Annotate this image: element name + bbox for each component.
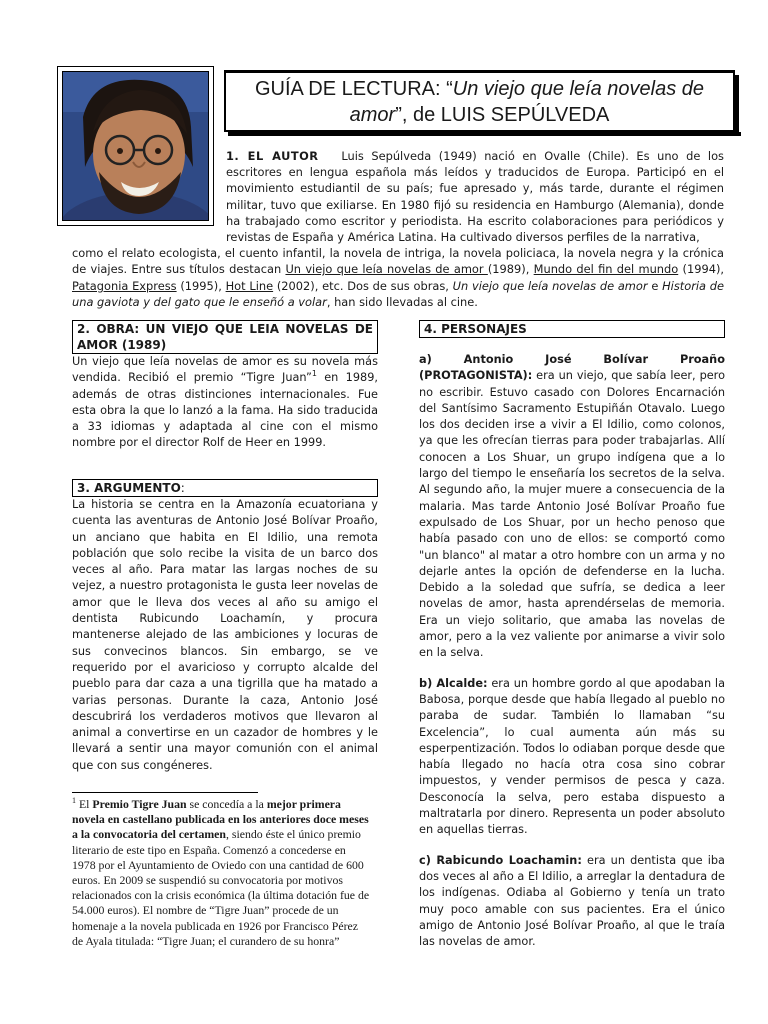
personaje-c-text: era un dentista que iba dos veces al año a El Idilio, a arreglar la dentadura de los indígenas. Odiaba al Gobierno y tenía un trato muy poco amable con sus pacientes. Era el único amigo de Antonio José Bolívar Proaño, al que le traía las novelas de amor. — [419, 853, 725, 949]
autor-text-2b: (1989), — [487, 262, 534, 277]
autor-text-1: Luis Sepúlveda (1949) nació en Ovalle (Chile). Es uno de los escritores en lengua española más leídos y traducidos de Europa. Participó en el movimiento estudiantil de su país; fue apresado y, más tarde, durante el régimen militar, tuvo que exiliarse. En 1980 fijó su residencia en Hamburgo (Alemania), donde ha trabajado como escritor y periodista. Ha escrito colaboraciones para periódicos y revistas de España y América Latina. Ha cultivado diversos perfiles de la narrativa, — [226, 149, 724, 245]
autor-text-2a: como el relato ecologista, el cuento infantil, la novela de intriga, la novela policiaca, la novela negra y la crónica de viajes. Entre sus títulos destacan — [72, 246, 724, 277]
personaje-c — [419, 853, 725, 951]
personaje-c-heading: c) Rabicundo Loachamin: — [419, 853, 582, 867]
title-line-2 — [226, 102, 733, 128]
personaje-a-heading: a) Antonio José Bolívar Proaño (PROTAGONISTA): — [419, 353, 725, 383]
autor-paragraph-2 — [72, 245, 724, 310]
personaje-b — [419, 676, 725, 839]
autor-text-2e: (2002), etc. Dos de sus obras, — [273, 278, 453, 293]
autor-text-2f: e — [647, 278, 663, 293]
title-author: ”, de LUIS SEPÚLVEDA — [395, 104, 610, 126]
footnote — [72, 797, 372, 949]
personaje-b-text: era un hombre gordo al que apodaban la Babosa, porque desde que había llegado al pueblo no paraba de sudar. También lo llamaban “su Excelencia”, lo cual aumenta aún más su esperpentización. Todos lo odiaban porque desde que había llegado no hacía otra cosa sino cobrar impuestos, y vender permisos de pesca y caza. Desconocía la selva, pero estaba dispuesto a maltratarla por dinero. Representa un poder absoluto en aquellas tierras. — [419, 676, 725, 837]
autor-italic-2: Historia de una gaviota y del gato que le enseñó a volar — [72, 278, 725, 309]
autor-paragraph-1 — [72, 148, 724, 245]
argumento-heading — [72, 479, 378, 497]
autor-text-2d: (1995), — [176, 278, 226, 293]
section-obra — [72, 320, 378, 452]
section-argumento — [72, 479, 378, 774]
argumento-heading-colon: : — [180, 481, 185, 495]
personaje-a — [419, 352, 725, 662]
footnote-bold-1: Premio Tigre Juan — [92, 797, 187, 811]
argumento-heading-label: 3. ARGUMENTO — [77, 481, 181, 495]
autor-text-2g: , han sido llevadas al cine. — [326, 294, 478, 309]
personajes-heading: 4. PERSONAJES — [419, 320, 725, 338]
footnote-number: 1 — [72, 796, 76, 806]
autor-italic-1: Un viejo que leía novelas de amor — [452, 278, 648, 293]
title-book-italic-2: amor — [349, 104, 396, 126]
title-book-italic-1: Un viejo que leía novelas de — [452, 78, 705, 100]
argumento-text: La historia se centra en la Amazonía ecuatoriana y cuenta las aventuras de Antonio José Bolívar Proaño, un anciano que habita en El Idilio, una remota población que solo recibe la visita de un barco dos veces al año. Para matar las largas noches de su vejez, a nuestro protagonista le gusta leer novelas de amor que le lleva dos veces al año su amigo el dentista Rubicundo Loachamín, y procura mantenerse alejado de las ambiciones y locuras de sus convecinos blancos. Sin embargo, se ve requerido por el avaricioso y corrupto alcalde del pueblo para dar caza a una tigrilla que ha matado a varias personas. Durante la caza, Antonio José descubrirá los verdaderos motivos que llevaron al animal a convertirse en un cazador de hombres y le llevará a sentir una mayor comunión con el animal que con sus congéneres. — [72, 498, 378, 772]
title-prefix: GUÍA DE LECTURA: “ — [254, 78, 453, 100]
footnote-text-3: , siendo éste el único premio literario de este tipo en España. Comenzó a concederse en 1978 por el Ayuntamiento de Oviedo con una cantidad de 600 euros. En 2009 se suspendió su convocatoria por motivos relacionados con la crisis económica (la última dotación fue de 54.000 euros). El nombre de “Tigre Juan” procede de un homenaje a la novela publicada en 1926 por Francisco Pérez de Ayala titulada: “Tigre Juan; el curandero de su honra” — [72, 827, 370, 948]
footnote-text-2: se concedía a la — [186, 797, 267, 811]
obra-text — [72, 354, 378, 452]
footnote-text-1: El — [76, 797, 93, 811]
autor-text-2c: (1994), — [678, 262, 725, 277]
obra-heading: 2. OBRA: UN VIEJO QUE LEIA NOVELAS DE AMOR (1989) — [72, 320, 378, 354]
obra-text-b: en 1989, además de otras distinciones internacionales. Fue esta obra la que lo lanzó a la fama. Ha sido traducida a 33 idiomas y adaptada al cine con el mismo nombre por el director Rolf de Heer en 1999. — [72, 371, 379, 450]
personaje-a-text: era un viejo, que sabía leer, pero no escribir. Estuvo casado con Dolores Encarnación del Santísimo Sacramento Estupiñán Otavalo. Luego los dos deciden irse a vivir a El Idilio, como colonos, ya que les ofrecían tierras para poder trabajarlas. Allí conocen a Los Shuar, un grupo indígena que a lo largo del tiempo le enseñaría los secretos de la selva. Al segundo año, la mujer muere a consecuencia de la malaria. Mas tarde Antonio José Bolívar Proaño fue expulsado de Los Shuar, por un hecho penoso que había pasado con uno de ellos: se comportó como "un blanco" al matar a otro hombre con un arma y no dejarle antes la opción de defenderse en la lucha. Debido a la soledad que sufría, se dedica a leer novelas de amor, hasta aprendérselas de memoria. Era un viejo solitario, que amaba las novelas de amor, pero a la vez valiente por animarse a vivir solo en la selva. — [419, 369, 725, 660]
title-box — [224, 70, 735, 132]
autor-heading: 1. EL AUTOR — [226, 149, 319, 163]
personaje-b-heading: b) Alcalde: — [419, 676, 488, 690]
autor-title-3: Patagonia Express — [72, 278, 177, 293]
section-personajes — [419, 320, 725, 950]
autor-title-1: Un viejo que leía novelas de amor — [285, 262, 488, 277]
title-line-1 — [226, 76, 733, 102]
footnote-bold-2: mejor primera novela en castellano publicada en los anteriores doce meses a la convocatoria del certamen — [72, 797, 369, 842]
section-autor — [72, 148, 724, 310]
autor-title-2: Mundo del fin del mundo — [533, 262, 679, 277]
footnote-divider — [72, 792, 258, 793]
obra-text-a: Un viejo que leía novelas de amor es su novela más vendida. Recibió el premio “Tigre Juan” — [72, 355, 378, 385]
autor-title-4: Hot Line — [225, 278, 274, 293]
footnote-ref: 1 — [311, 369, 317, 379]
